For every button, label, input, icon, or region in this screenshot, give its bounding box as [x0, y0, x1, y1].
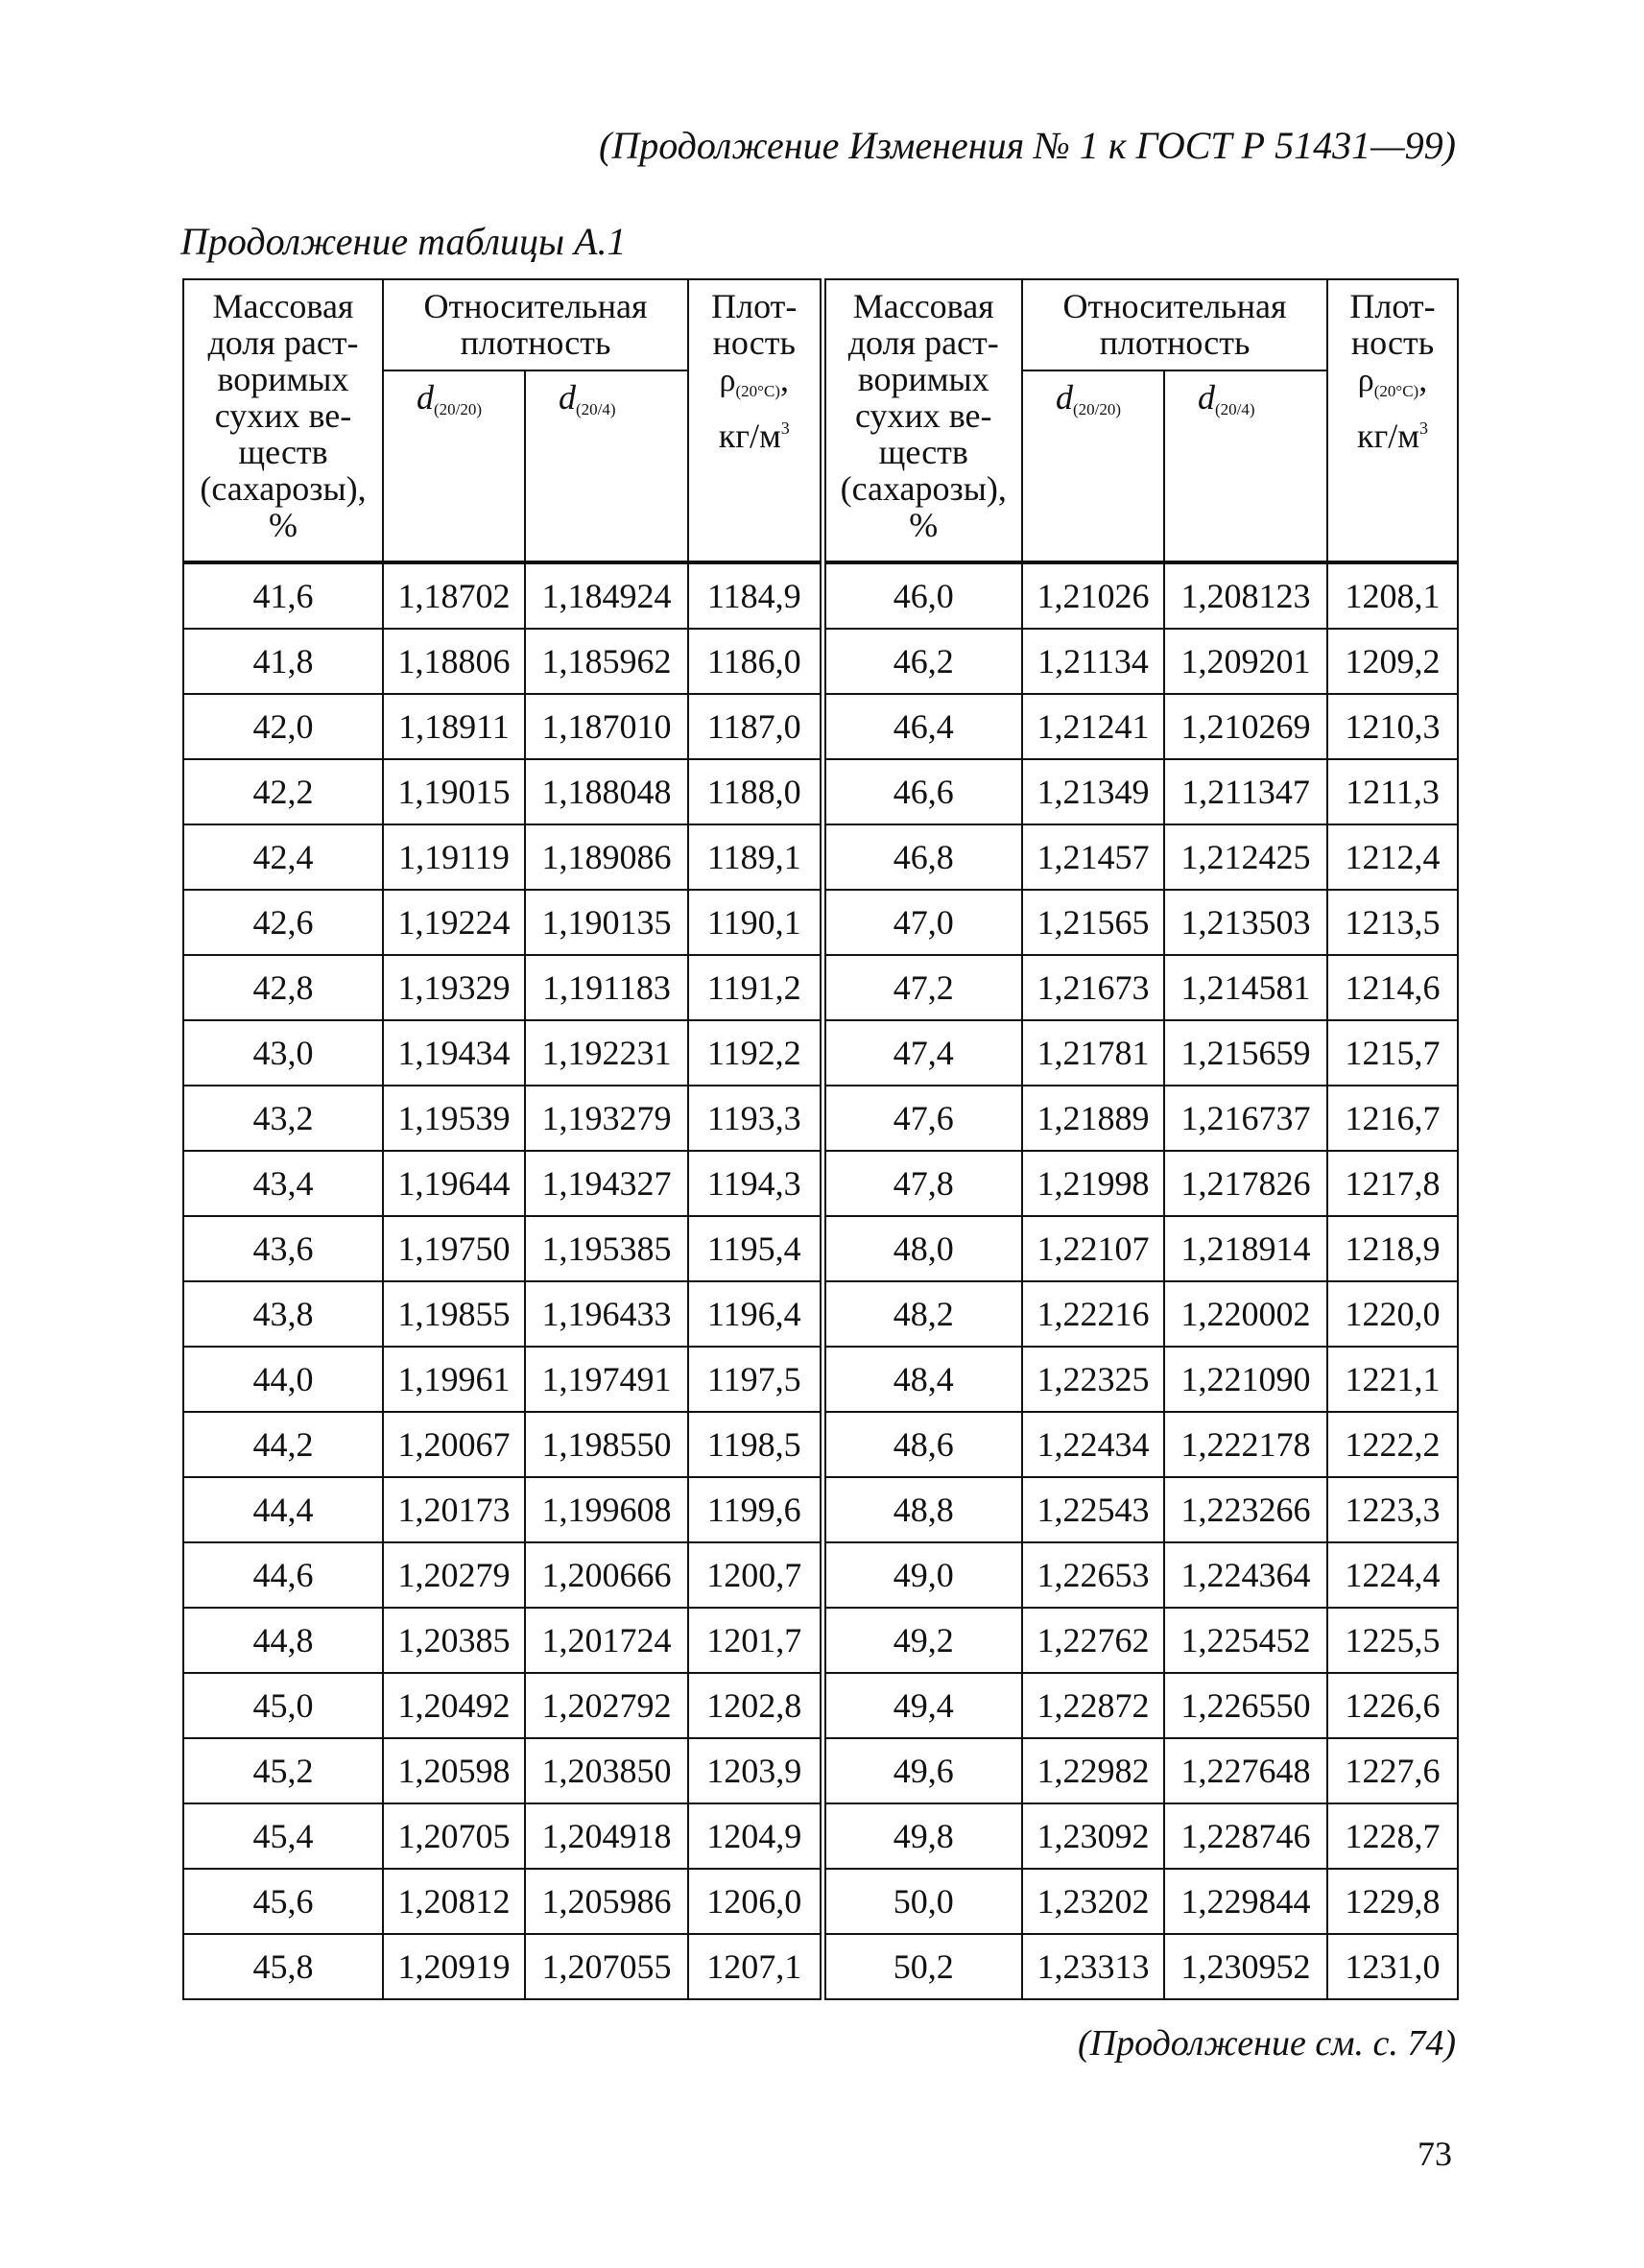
relative-density-cell: 1,21673 [1022, 955, 1164, 1020]
relative-density-cell: 1,19119 [383, 824, 525, 890]
density-cell: 1195,4 [688, 1216, 822, 1281]
col-header-relative-density-2: Относительная плотность [1022, 279, 1327, 370]
relative-density-cell: 1,218914 [1164, 1216, 1327, 1281]
density-cell: 1204,9 [688, 1803, 822, 1869]
col-header-mass-fraction: Массовая доля раст- воримых сухих ве- ществ (сахарозы), % [183, 279, 383, 562]
table-row [183, 1151, 1458, 1216]
mass-fraction-cell: 42,6 [183, 890, 383, 955]
mass-fraction-cell: 49,0 [822, 1542, 1022, 1608]
density-cell: 1203,9 [688, 1738, 822, 1803]
relative-density-cell: 1,19961 [383, 1347, 525, 1412]
relative-density-cell: 1,21134 [1022, 629, 1164, 694]
density-cell: 1202,8 [688, 1673, 822, 1738]
mass-fraction-cell: 46,6 [822, 759, 1022, 824]
mass-fraction-cell: 49,2 [822, 1608, 1022, 1673]
mass-fraction-cell: 49,6 [822, 1738, 1022, 1803]
table-row [183, 1608, 1458, 1673]
table-caption: Продолжение таблицы А.1 [180, 220, 627, 263]
mass-fraction-cell: 50,0 [822, 1869, 1022, 1934]
table-row [183, 1347, 1458, 1412]
relative-density-cell: 1,201724 [525, 1608, 688, 1673]
density-cell: 1228,7 [1327, 1803, 1458, 1869]
relative-density-cell: 1,189086 [525, 824, 688, 890]
density-cell: 1194,3 [688, 1151, 822, 1216]
density-cell: 1218,9 [1327, 1216, 1458, 1281]
density-cell: 1197,5 [688, 1347, 822, 1412]
relative-density-cell: 1,21241 [1022, 694, 1164, 759]
mass-fraction-cell: 48,0 [822, 1216, 1022, 1281]
density-cell: 1223,3 [1327, 1477, 1458, 1542]
relative-density-cell: 1,22543 [1022, 1477, 1164, 1542]
density-cell: 1206,0 [688, 1869, 822, 1934]
relative-density-cell: 1,20173 [383, 1477, 525, 1542]
table-row [183, 1216, 1458, 1281]
mass-fraction-cell: 45,6 [183, 1869, 383, 1934]
relative-density-cell: 1,213503 [1164, 890, 1327, 955]
table-row [183, 629, 1458, 694]
continuation-note: (Продолжение см. с. 74) [1077, 2023, 1456, 2064]
table-row [183, 1673, 1458, 1738]
relative-density-cell: 1,221090 [1164, 1347, 1327, 1412]
density-cell: 1226,6 [1327, 1673, 1458, 1738]
mass-fraction-cell: 47,2 [822, 955, 1022, 1020]
col-header-density: Плот- ность $\rho_{(20^\circ С)}$, $кг/м^3$ [688, 279, 822, 562]
page-number: 73 [1418, 2135, 1452, 2173]
relative-density-cell: 1,211347 [1164, 759, 1327, 824]
density-cell: 1198,5 [688, 1412, 822, 1477]
relative-density-cell: 1,19434 [383, 1020, 525, 1086]
relative-density-cell: 1,20598 [383, 1738, 525, 1803]
relative-density-cell: 1,223266 [1164, 1477, 1327, 1542]
relative-density-cell: 1,20279 [383, 1542, 525, 1608]
relative-density-cell: 1,22216 [1022, 1281, 1164, 1347]
relative-density-cell: 1,184924 [525, 562, 688, 629]
density-cell: 1189,1 [688, 824, 822, 890]
col-header-relative-density: Относительная плотность [383, 279, 688, 370]
mass-fraction-cell: 47,6 [822, 1086, 1022, 1151]
table-row [183, 1869, 1458, 1934]
density-cell: 1229,8 [1327, 1869, 1458, 1934]
relative-density-cell: 1,197491 [525, 1347, 688, 1412]
mass-fraction-cell: 44,4 [183, 1477, 383, 1542]
relative-density-cell: 1,224364 [1164, 1542, 1327, 1608]
relative-density-cell: 1,21349 [1022, 759, 1164, 824]
relative-density-cell: 1,20492 [383, 1673, 525, 1738]
mass-fraction-cell: 44,8 [183, 1608, 383, 1673]
relative-density-cell: 1,18702 [383, 562, 525, 629]
density-cell: 1224,4 [1327, 1542, 1458, 1608]
table-row [183, 955, 1458, 1020]
relative-density-cell: 1,19539 [383, 1086, 525, 1151]
density-cell: 1216,7 [1327, 1086, 1458, 1151]
relative-density-cell: 1,185962 [525, 629, 688, 694]
relative-density-cell: 1,19329 [383, 955, 525, 1020]
density-cell: 1192,2 [688, 1020, 822, 1086]
density-cell: 1213,5 [1327, 890, 1458, 955]
relative-density-cell: 1,229844 [1164, 1869, 1327, 1934]
density-cell: 1208,1 [1327, 562, 1458, 629]
table-row [183, 1020, 1458, 1086]
table-row [183, 1412, 1458, 1477]
relative-density-cell: 1,220002 [1164, 1281, 1327, 1347]
relative-density-cell: 1,196433 [525, 1281, 688, 1347]
relative-density-cell: 1,18911 [383, 694, 525, 759]
relative-density-cell: 1,212425 [1164, 824, 1327, 890]
relative-density-cell: 1,23202 [1022, 1869, 1164, 1934]
relative-density-cell: 1,194327 [525, 1151, 688, 1216]
mass-fraction-cell: 43,4 [183, 1151, 383, 1216]
relative-density-cell: 1,225452 [1164, 1608, 1327, 1673]
running-header: (Продолжение Изменения № 1 к ГОСТ Р 51431—99) [599, 124, 1456, 167]
relative-density-cell: 1,205986 [525, 1869, 688, 1934]
density-cell: 1212,4 [1327, 824, 1458, 890]
mass-fraction-cell: 47,4 [822, 1020, 1022, 1086]
relative-density-cell: 1,209201 [1164, 629, 1327, 694]
relative-density-cell: 1,193279 [525, 1086, 688, 1151]
relative-density-cell: 1,204918 [525, 1803, 688, 1869]
mass-fraction-cell: 43,0 [183, 1020, 383, 1086]
density-cell: 1227,6 [1327, 1738, 1458, 1803]
density-cell: 1215,7 [1327, 1020, 1458, 1086]
relative-density-cell: 1,19644 [383, 1151, 525, 1216]
density-table [182, 278, 1459, 2000]
col-header-density-2: Плот- ность $\rho_{(20^\circ С)}$, $кг/м^3$ [1327, 279, 1458, 562]
mass-fraction-cell: 48,4 [822, 1347, 1022, 1412]
density-cell: 1231,0 [1327, 1934, 1458, 1999]
col-header-d204-2: $d_{(20/4)}$ [1164, 370, 1327, 562]
relative-density-cell: 1,19855 [383, 1281, 525, 1347]
relative-density-cell: 1,19015 [383, 759, 525, 824]
relative-density-cell: 1,210269 [1164, 694, 1327, 759]
relative-density-cell: 1,22762 [1022, 1608, 1164, 1673]
relative-density-cell: 1,21998 [1022, 1151, 1164, 1216]
density-cell: 1220,0 [1327, 1281, 1458, 1347]
table-row [183, 1738, 1458, 1803]
mass-fraction-cell: 49,8 [822, 1803, 1022, 1869]
relative-density-cell: 1,22434 [1022, 1412, 1164, 1477]
col-header-mass-fraction-2: Массовая доля раст- воримых сухих ве- ществ (сахарозы), % [822, 279, 1022, 562]
table-row [183, 759, 1458, 824]
relative-density-cell: 1,188048 [525, 759, 688, 824]
relative-density-cell: 1,21889 [1022, 1086, 1164, 1151]
relative-density-cell: 1,22653 [1022, 1542, 1164, 1608]
relative-density-cell: 1,21457 [1022, 824, 1164, 890]
mass-fraction-cell: 45,8 [183, 1934, 383, 1999]
relative-density-cell: 1,198550 [525, 1412, 688, 1477]
density-cell: 1210,3 [1327, 694, 1458, 759]
density-cell: 1199,6 [688, 1477, 822, 1542]
mass-fraction-cell: 48,8 [822, 1477, 1022, 1542]
relative-density-cell: 1,208123 [1164, 562, 1327, 629]
relative-density-cell: 1,192231 [525, 1020, 688, 1086]
relative-density-cell: 1,20919 [383, 1934, 525, 1999]
relative-density-cell: 1,202792 [525, 1673, 688, 1738]
mass-fraction-cell: 49,4 [822, 1673, 1022, 1738]
relative-density-cell: 1,215659 [1164, 1020, 1327, 1086]
mass-fraction-cell: 47,8 [822, 1151, 1022, 1216]
relative-density-cell: 1,228746 [1164, 1803, 1327, 1869]
table-row [183, 1934, 1458, 1999]
mass-fraction-cell: 42,4 [183, 824, 383, 890]
table-row [183, 1542, 1458, 1608]
mass-fraction-cell: 47,0 [822, 890, 1022, 955]
table-row [183, 824, 1458, 890]
table-row [183, 1086, 1458, 1151]
density-cell: 1211,3 [1327, 759, 1458, 824]
density-cell: 1190,1 [688, 890, 822, 955]
density-cell: 1209,2 [1327, 629, 1458, 694]
relative-density-cell: 1,22982 [1022, 1738, 1164, 1803]
relative-density-cell: 1,20385 [383, 1608, 525, 1673]
mass-fraction-cell: 42,0 [183, 694, 383, 759]
density-cell: 1196,4 [688, 1281, 822, 1347]
mass-fraction-cell: 43,8 [183, 1281, 383, 1347]
density-cell: 1188,0 [688, 759, 822, 824]
mass-fraction-cell: 42,2 [183, 759, 383, 824]
relative-density-cell: 1,187010 [525, 694, 688, 759]
mass-fraction-cell: 46,4 [822, 694, 1022, 759]
density-cell: 1201,7 [688, 1608, 822, 1673]
relative-density-cell: 1,190135 [525, 890, 688, 955]
table-row [183, 562, 1458, 629]
density-cell: 1207,1 [688, 1934, 822, 1999]
mass-fraction-cell: 45,2 [183, 1738, 383, 1803]
relative-density-cell: 1,22325 [1022, 1347, 1164, 1412]
relative-density-cell: 1,226550 [1164, 1673, 1327, 1738]
mass-fraction-cell: 41,8 [183, 629, 383, 694]
density-cell: 1186,0 [688, 629, 822, 694]
relative-density-cell: 1,18806 [383, 629, 525, 694]
relative-density-cell: 1,199608 [525, 1477, 688, 1542]
relative-density-cell: 1,20067 [383, 1412, 525, 1477]
table-row [183, 890, 1458, 955]
table-row [183, 1281, 1458, 1347]
table-row [183, 1803, 1458, 1869]
mass-fraction-cell: 48,2 [822, 1281, 1022, 1347]
density-cell: 1217,8 [1327, 1151, 1458, 1216]
relative-density-cell: 1,207055 [525, 1934, 688, 1999]
density-cell: 1193,3 [688, 1086, 822, 1151]
relative-density-cell: 1,19750 [383, 1216, 525, 1281]
relative-density-cell: 1,217826 [1164, 1151, 1327, 1216]
mass-fraction-cell: 44,0 [183, 1347, 383, 1412]
relative-density-cell: 1,22107 [1022, 1216, 1164, 1281]
mass-fraction-cell: 44,2 [183, 1412, 383, 1477]
mass-fraction-cell: 48,6 [822, 1412, 1022, 1477]
table-row [183, 1477, 1458, 1542]
col-header-d2020-2: $d_{(20/20)}$ [1022, 370, 1164, 562]
density-cell: 1187,0 [688, 694, 822, 759]
mass-fraction-cell: 45,4 [183, 1803, 383, 1869]
mass-fraction-cell: 42,8 [183, 955, 383, 1020]
density-cell: 1184,9 [688, 562, 822, 629]
relative-density-cell: 1,203850 [525, 1738, 688, 1803]
relative-density-cell: 1,19224 [383, 890, 525, 955]
density-cell: 1222,2 [1327, 1412, 1458, 1477]
mass-fraction-cell: 44,6 [183, 1542, 383, 1608]
mass-fraction-cell: 46,8 [822, 824, 1022, 890]
mass-fraction-cell: 43,2 [183, 1086, 383, 1151]
relative-density-cell: 1,23092 [1022, 1803, 1164, 1869]
relative-density-cell: 1,22872 [1022, 1673, 1164, 1738]
relative-density-cell: 1,227648 [1164, 1738, 1327, 1803]
density-cell: 1191,2 [688, 955, 822, 1020]
density-cell: 1214,6 [1327, 955, 1458, 1020]
relative-density-cell: 1,222178 [1164, 1412, 1327, 1477]
mass-fraction-cell: 46,2 [822, 629, 1022, 694]
col-header-d2020: $d_{(20/20)}$ [383, 370, 525, 562]
density-cell: 1225,5 [1327, 1608, 1458, 1673]
relative-density-cell: 1,195385 [525, 1216, 688, 1281]
density-cell: 1200,7 [688, 1542, 822, 1608]
relative-density-cell: 1,214581 [1164, 955, 1327, 1020]
relative-density-cell: 1,200666 [525, 1542, 688, 1608]
relative-density-cell: 1,20812 [383, 1869, 525, 1934]
density-cell: 1221,1 [1327, 1347, 1458, 1412]
relative-density-cell: 1,23313 [1022, 1934, 1164, 1999]
relative-density-cell: 1,230952 [1164, 1934, 1327, 1999]
mass-fraction-cell: 45,0 [183, 1673, 383, 1738]
relative-density-cell: 1,21026 [1022, 562, 1164, 629]
relative-density-cell: 1,191183 [525, 955, 688, 1020]
table-row [183, 694, 1458, 759]
relative-density-cell: 1,21781 [1022, 1020, 1164, 1086]
col-header-d204: $d_{(20/4)}$ [525, 370, 688, 562]
mass-fraction-cell: 46,0 [822, 562, 1022, 629]
relative-density-cell: 1,216737 [1164, 1086, 1327, 1151]
relative-density-cell: 1,20705 [383, 1803, 525, 1869]
relative-density-cell: 1,21565 [1022, 890, 1164, 955]
mass-fraction-cell: 43,6 [183, 1216, 383, 1281]
mass-fraction-cell: 50,2 [822, 1934, 1022, 1999]
mass-fraction-cell: 41,6 [183, 562, 383, 629]
